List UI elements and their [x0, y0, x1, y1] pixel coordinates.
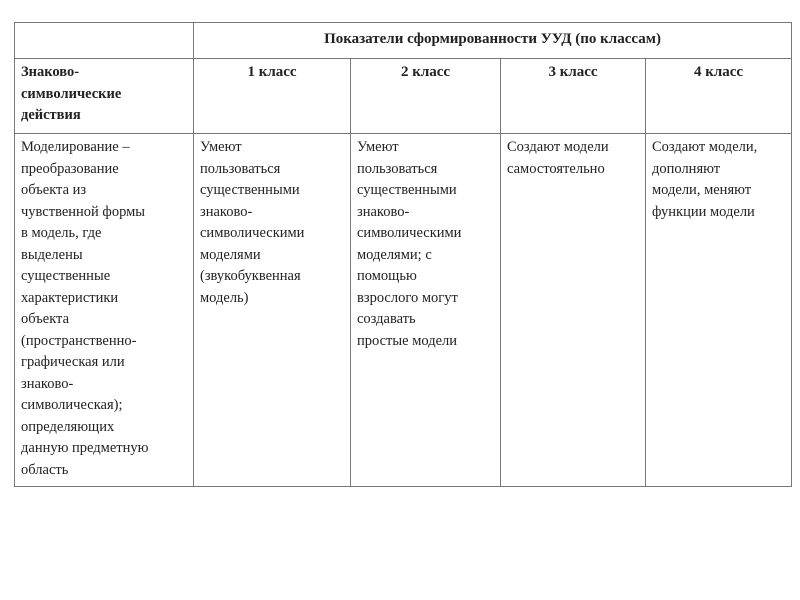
cell-class-4: Создают модели, дополняют модели, меняют функции модели: [646, 134, 792, 487]
table-title: Показатели сформированности УУД (по классам): [194, 23, 792, 59]
row-label: Моделирование – преобразование объекта из чувственной формы в модель, где выделены существенные характеристики объекта (пространственно- графическая или знаково- символическая); определяющих данную предметную область: [15, 134, 194, 487]
column-header-2: 2 класс: [351, 59, 501, 134]
cell-class-1: Умеют пользоваться существенными знаково- символическими моделями (звукобуквенная модель): [194, 134, 351, 487]
column-header-4: 4 класс: [646, 59, 792, 134]
column-header-1: 1 класс: [194, 59, 351, 134]
row-header: Знаково- символические действия: [15, 59, 194, 134]
empty-corner-cell: [15, 23, 194, 59]
cell-class-3: Создают модели самостоятельно: [501, 134, 646, 487]
column-header-3: 3 класс: [501, 59, 646, 134]
cell-class-2: Умеют пользоваться существенными знаково- символическими моделями; с помощью взрослого могут создавать простые модели: [351, 134, 501, 487]
uud-table: [14, 22, 792, 487]
table-row: [15, 134, 792, 487]
